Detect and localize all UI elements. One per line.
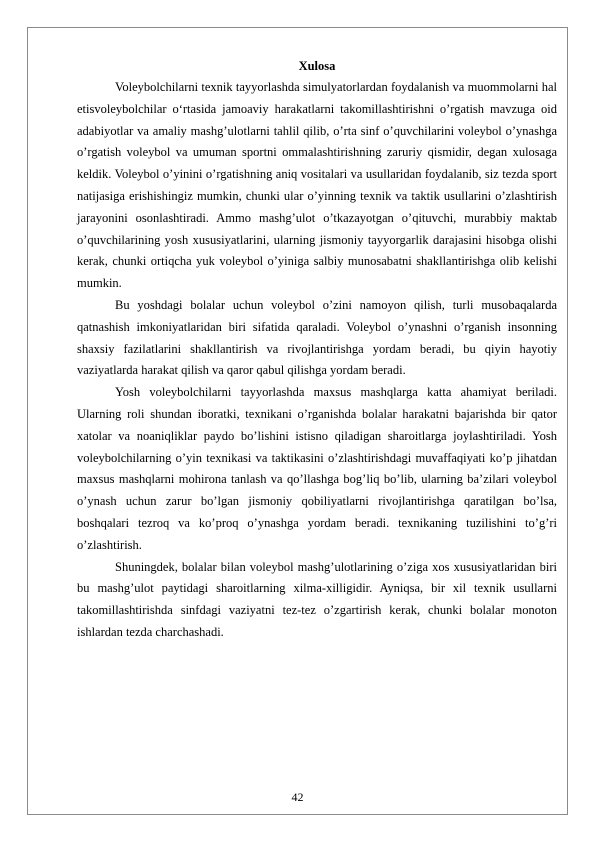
paragraph-4: Shuningdek, bolalar bilan voleybol mashg’ulotlarining o’ziga xos xususiyatlaridan biri bu mashg’ulot paytidagi sharoitlarning xilma-xilligidir. Ayniqsa, bir xil texnik usullarni takomillashtirishda sinfdagi vaziyatni tez-tez o’zgartirish kerak, chunki bolalar monoton ishlardan tezda charchashadi. <box>77 559 557 639</box>
paragraph-1: Voleybolchilarni texnik tayyorlashda simulyatorlardan foydalanish va muommolarni hal etisvoleybolchilar o‘rtasida jamoaviy harakatlarni takomillashtirishni o’rgatish mavzuga oid adabiyotlar va amaliy mashg’ulotlarni tahlil qilib, o’rta sinf o’quvchilarini voleybol o’ynashga o’rgatish voleybol va umuman sportni ommalashtirishning zaruriy qismidir, degan xulosaga keldik. Voleybol o’yinini o’rgatishning aniq vositalari va usullaridan foydalanib, siz tezda sport natijasiga erishishingiz mumkin, chunki ular o’yinning texnik va taktik usullarini o’zlashtirish jarayonini osonlashtiradi. Ammo mashg’ulot o’tkazayotgan o’qituvchi, murabbiy maktab o’quvchilarining yosh xususiyatlarini, ularning jismoniy tayyorgarlik darajasini hisobga olishi kerak, chunki ortiqcha yuk voleybol o’yiniga salbiy munosabatni shakllantirishga olib kelishi mumkin. <box>77 80 557 291</box>
paragraph-3: Yosh voleybolchilarni tayyorlashda maxsus mashqlarga katta ahamiyat beriladi. Ularning roli shundan iboratki, texnikani o’rganishda bolalar harakatni bajarishda bir qator xatolar va noaniqliklar paydo bo’lishini istisno qiladigan sharoitlarga joylashtiriladi. Yosh voleybolchilarning o’yin texnikasi va taktikasini o’zlashtirishdagi muvaffaqiyati ko’p jihatdan maxsus mashqlarni mohirona tanlash va qo’llashga bog’liq bo’lib, ularning ba’zilari voleybol o’ynash uchun zarur bo’lgan jismoniy qobiliyatlarni rivojlantirishga qaratilgan bo’lsa, boshqalari tezroq va ko’proq o’ynashga yordam beradi. texnikaning tuzilishini to’g’ri o’zlashtirish. <box>77 385 557 552</box>
document-body <box>77 55 557 644</box>
page-number: 42 <box>291 790 304 804</box>
paragraph-2: Bu yoshdagi bolalar uchun voleybol o’zini namoyon qilish, turli musobaqalarda qatnashish imkoniyatlaridan biri sifatida qaraladi. Voleybol o’ynashni o’rganish insonning shaxsiy fazilatlarini shakllantirish va rivojlantirishga yordam beradi, bu qiyin hayotiy vaziyatlarda harakat qilish va qaror qabul qilishga yordam beradi. <box>77 297 557 378</box>
document-title: Xulosa <box>298 59 336 73</box>
